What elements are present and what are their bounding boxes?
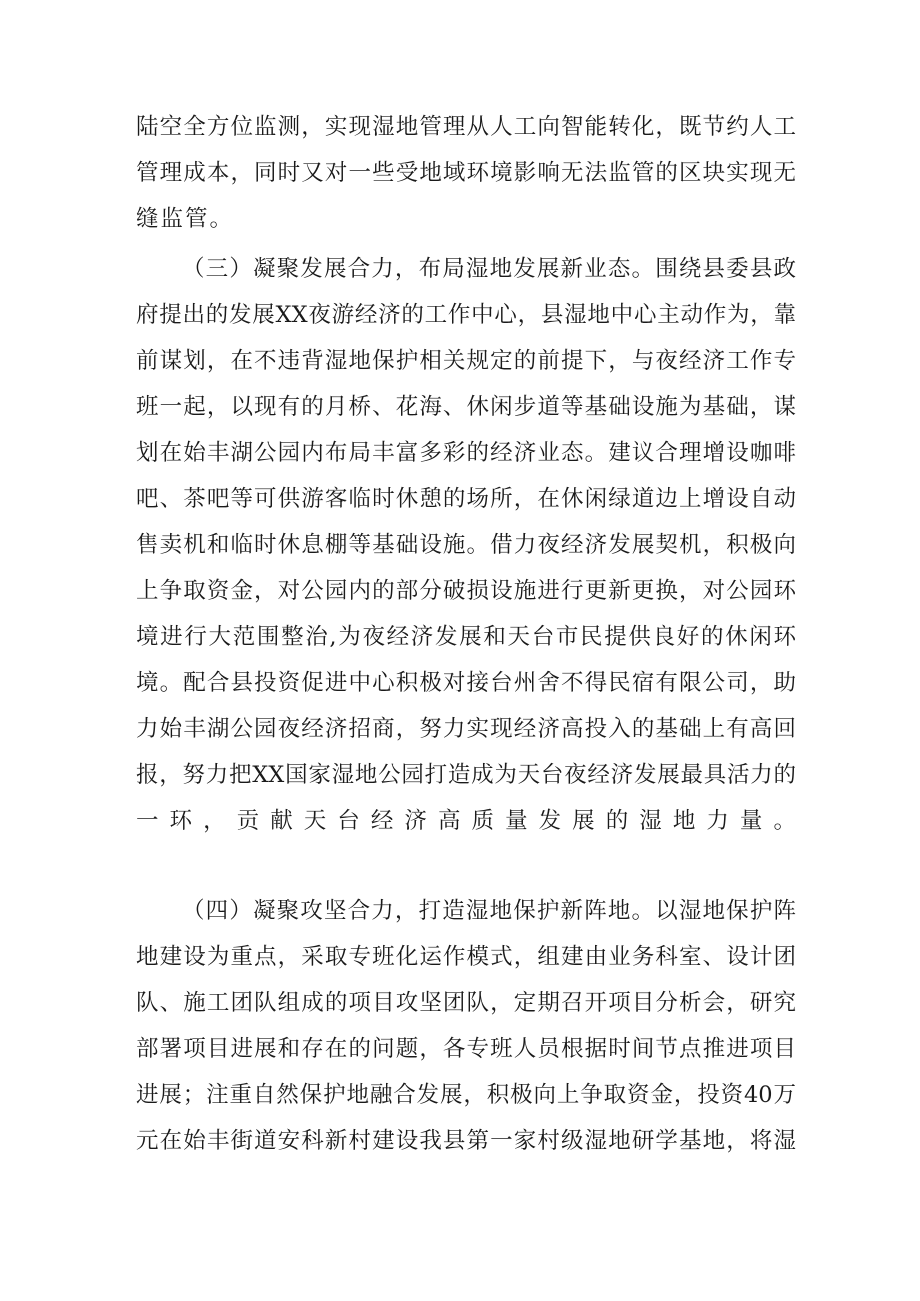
- paragraph-line: 队、施工团队组成的项目攻坚团队，定期召开项目分析会，研究: [136, 990, 796, 1016]
- paragraph-line: 部署项目进展和存在的问题，各专班人员根据时间节点推进项目: [136, 1036, 796, 1062]
- paragraph-line: 陆空全方位监测，实现湿地管理从人工向智能转化，既节约人工: [136, 114, 796, 140]
- paragraph-line: （三）凝聚发展合力，布局湿地发展新业态。围绕县委县政: [182, 256, 796, 282]
- paragraph-line: 班一起，以现有的月桥、花海、休闲步道等基础设施为基础，谋: [136, 394, 796, 420]
- paragraph-line: 元在始丰街道安科新村建设我县第一家村级湿地研学基地，将湿: [136, 1128, 796, 1154]
- paragraph-line: 上争取资金，对公园内的部分破损设施进行更新更换，对公园环: [136, 578, 796, 604]
- paragraph-line: （四）凝聚攻坚合力，打造湿地保护新阵地。以湿地保护阵: [182, 898, 796, 924]
- paragraph-line: 地建设为重点，采取专班化运作模式，组建由业务科室、设计团: [136, 944, 796, 970]
- paragraph-section-three: [136, 246, 796, 890]
- paragraph-line: 前谋划，在不违背湿地保护相关规定的前提下，与夜经济工作专: [136, 348, 796, 374]
- paragraph-line: 报，努力把XX国家湿地公园打造成为天台夜经济发展最具活力的: [136, 762, 796, 788]
- paragraph-line: 进展；注重自然保护地融合发展，积极向上争取资金，投资40万: [136, 1082, 796, 1108]
- paragraph-line: 划在始丰湖公园内布局丰富多彩的经济业态。建议合理增设咖啡: [136, 440, 796, 466]
- paragraph-line: 力始丰湖公园夜经济招商，努力实现经济高投入的基础上有高回: [136, 716, 796, 742]
- paragraph-section-four: [136, 888, 796, 1164]
- paragraph-line: 吧、茶吧等可供游客临时休憩的场所，在休闲绿道边上增设自动: [136, 486, 796, 512]
- paragraph-line: 府提出的发展XX夜游经济的工作中心，县湿地中心主动作为，靠: [136, 302, 796, 328]
- paragraph-line: 境。配合县投资促进中心积极对接台州舍不得民宿有限公司，助: [136, 670, 796, 696]
- paragraph-line: 缝监管。: [136, 206, 235, 232]
- paragraph-line: 售卖机和临时休息棚等基础设施。借力夜经济发展契机，积极向: [136, 532, 796, 558]
- paragraph-line: [136, 844, 796, 890]
- paragraph-line: 管理成本，同时又对一些受地域环境影响无法监管的区块实现无: [136, 160, 796, 186]
- paragraph-continuation: [136, 104, 796, 242]
- paragraph-line: 境进行大范围整治,为夜经济发展和天台市民提供良好的休闲环: [136, 624, 796, 650]
- paragraph-line: 一环，贡献天台经济高质量发展的湿地力量。: [136, 808, 796, 834]
